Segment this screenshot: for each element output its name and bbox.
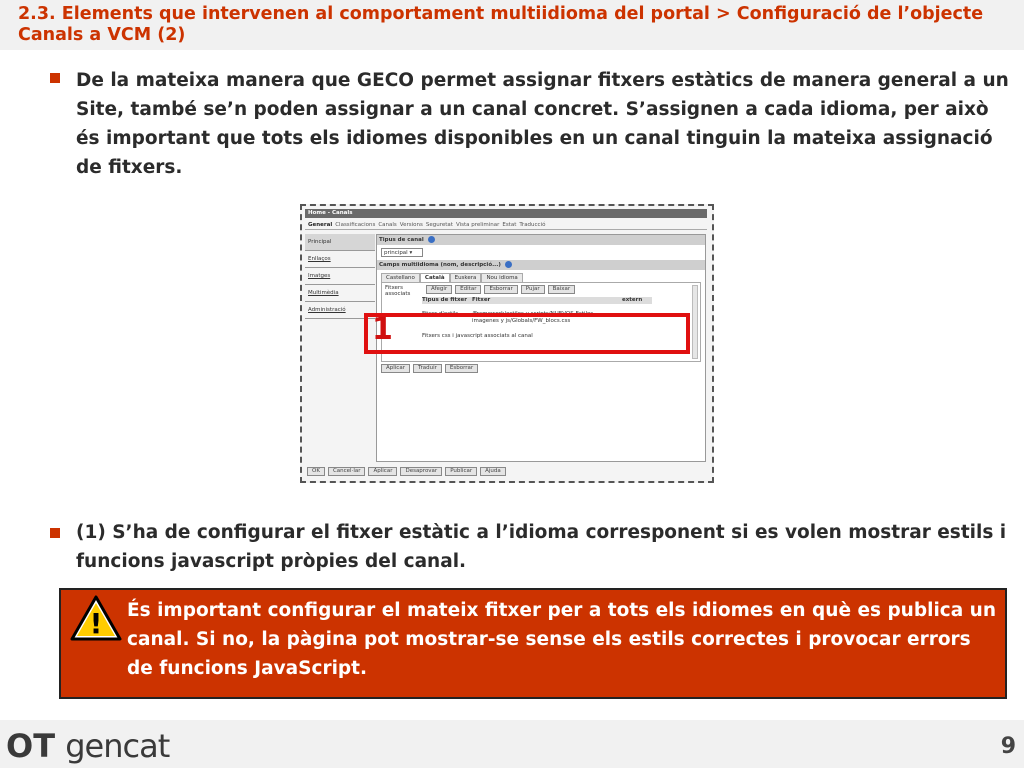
bottom-buttons [307, 467, 509, 476]
publicar-button[interactable]: Publicar [445, 467, 477, 476]
info-icon[interactable] [505, 261, 512, 268]
warning-box [59, 588, 1007, 699]
section-tipus-label: Tipus de canal [379, 237, 424, 243]
logo-gencat: gencat [65, 727, 170, 765]
table-header [422, 297, 652, 304]
apply-button[interactable]: Aplicar [368, 467, 397, 476]
sidebar-item-multimedia[interactable]: Multimèdia [305, 285, 375, 302]
lang-tab-euskera[interactable]: Euskera [450, 273, 482, 282]
screenshot-tabs [305, 220, 707, 230]
tab-classificacions[interactable]: Classificacions [335, 222, 376, 228]
lang-tab-castellano[interactable]: Castellano [381, 273, 420, 282]
esborrar-button[interactable]: Esborrar [484, 285, 517, 294]
traduir-button[interactable]: Traduir [413, 364, 442, 373]
table-caption: Fitxers css i javascript associats al canal [422, 333, 533, 339]
section-camps-multiidioma [377, 260, 705, 270]
row-tipus: Fitxer d'estils [422, 311, 459, 317]
logo-ot: OT [6, 727, 56, 765]
col-fitxer: Fitxer [472, 297, 491, 303]
inner-buttons [381, 364, 701, 373]
warning-text: És important configurar el mateix fitxer per a tots els idiomes en què es publica un canal. Si no, la pàgina pot mostrar-se sense els estils correctes i provocar errors de funcions JavaScript. [127, 600, 997, 679]
section-tipus-canal [377, 235, 705, 245]
tab-versions[interactable]: Versions [399, 222, 423, 228]
sidebar-item-enllacos[interactable]: Enllaços [305, 251, 375, 268]
language-tabs [381, 273, 701, 282]
fitxers-associats-label: Fitxers associats [385, 285, 411, 297]
scrollbar[interactable] [692, 285, 698, 359]
esborrar-camps-button[interactable]: Esborrar [445, 364, 478, 373]
afegir-button[interactable]: Afegir [426, 285, 452, 294]
tipus-canal-select[interactable]: principal ▾ [381, 248, 423, 257]
tab-traduccio[interactable]: Traducció [519, 222, 546, 228]
bullet-marker [50, 73, 60, 83]
cancel-button[interactable]: Cancel·lar [328, 467, 366, 476]
sidebar-item-principal[interactable]: Principal [305, 234, 375, 251]
fitxers-toolbar [426, 285, 578, 293]
desaprovar-button[interactable]: Desaprovar [400, 467, 442, 476]
warning-icon [69, 594, 123, 642]
slide-title: 2.3. Elements que intervenen al comportament multiidioma del portal > Configuració de l’objecte Canals a VCM (2) [18, 4, 984, 45]
col-extern: extern [622, 297, 643, 303]
tab-seguretat[interactable]: Seguretat [425, 222, 453, 228]
screenshot-topbar: Home - Canals [305, 209, 707, 218]
ajuda-button[interactable]: Ajuda [480, 467, 506, 476]
section-camps-label: Camps multiidioma (nom, descripció...) [379, 262, 501, 268]
highlight-box [364, 313, 690, 354]
baixar-button[interactable]: Baixar [548, 285, 576, 294]
tab-vista-preliminar[interactable]: Vista preliminar [455, 222, 500, 228]
aplicar-button[interactable]: Aplicar [381, 364, 410, 373]
page-number: 9 [1000, 734, 1016, 759]
ok-button[interactable]: OK [307, 467, 325, 476]
tab-canals[interactable]: Canals [378, 222, 397, 228]
tab-estat[interactable]: Estat [502, 222, 517, 228]
row-fitxer: /Framework/estilos y scripts/NUEVOS Estilos, imagenes y js/Globals/FW_blocs.css [472, 311, 596, 324]
bullet-marker [50, 528, 60, 538]
lang-tab-catala[interactable]: Català [420, 273, 450, 282]
editar-button[interactable]: Editar [455, 285, 481, 294]
select-value: principal [384, 250, 408, 256]
tab-general[interactable]: General [308, 222, 333, 228]
pujar-button[interactable]: Pujar [521, 285, 545, 294]
info-icon[interactable] [428, 236, 435, 243]
bullet-text-1: De la mateixa manera que GECO permet assignar fitxers estàtics de manera general a un Site, també se’n poden assignar a un canal concret. S’assignen a cada idioma, per això és important que tots els idiomes disponibles en un canal tinguin la mateixa assignació de fitxers. [76, 70, 1009, 178]
sidebar-item-administracio[interactable]: Administració [305, 302, 375, 319]
col-tipus: Tipus de fitxer [422, 297, 467, 303]
warning-glyph: ! [89, 607, 103, 640]
sidebar-item-imatges[interactable]: Imatges [305, 268, 375, 285]
highlight-marker: 1 [372, 312, 393, 347]
lang-tab-nou-idioma[interactable]: Nou idioma [481, 273, 522, 282]
ot-gencat-logo [6, 726, 169, 766]
bullet-text-2: (1) S’ha de configurar el fitxer estàtic a l’idioma corresponent si es volen mostrar estils i funcions javascript pròpies del canal. [76, 522, 1007, 572]
